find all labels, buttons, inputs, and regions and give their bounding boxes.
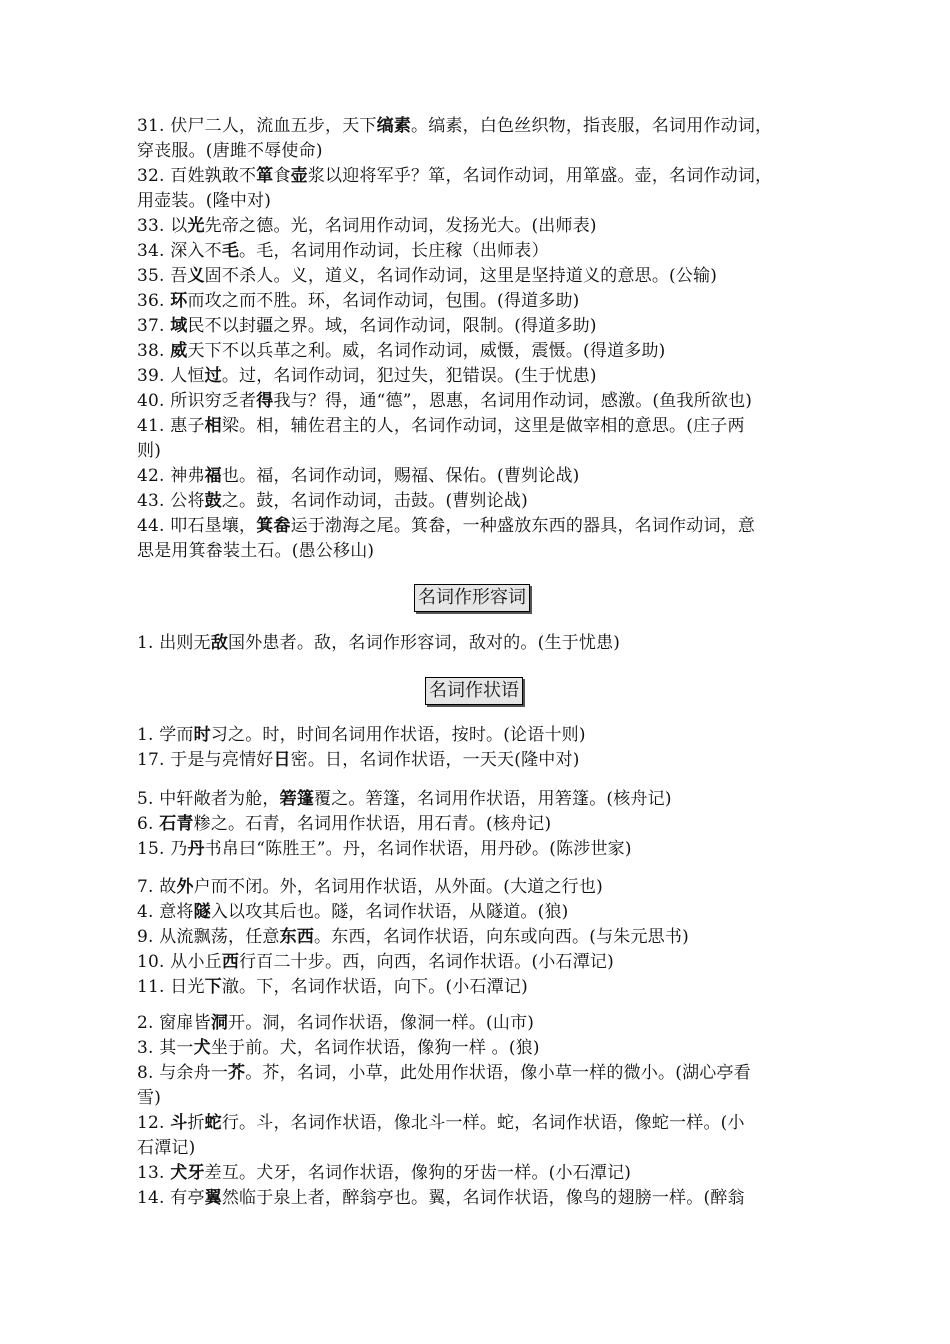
highlighted-word: 箕畚 bbox=[256, 516, 291, 536]
list-item-continuation: 则) bbox=[137, 441, 162, 461]
item-text: 4. 意将 bbox=[137, 902, 194, 922]
item-text: 6. bbox=[137, 814, 160, 834]
list-item bbox=[137, 1011, 817, 1036]
item-text: 。芥，名词，小草，此处用作状语，像小草一样的微小。(湖心亭看 bbox=[245, 1063, 751, 1083]
noun-as-adverbial-group-2 bbox=[137, 787, 817, 862]
list-item bbox=[137, 631, 817, 656]
item-text: 坐于前。犬，名词作状语，像狗一样 。(狼) bbox=[210, 1038, 540, 1058]
highlighted-word: 福 bbox=[204, 466, 222, 486]
noun-as-adverbial-group-4 bbox=[137, 1011, 817, 1211]
item-text: 2. 窗扉皆 bbox=[137, 1013, 211, 1033]
highlighted-word: 外 bbox=[176, 877, 194, 897]
noun-as-adverbial-group-1 bbox=[137, 723, 817, 773]
noun-as-verb-list bbox=[137, 114, 817, 564]
item-text: 固不杀人。义，道义，名词作动词，这里是坚持道义的意思。(公输) bbox=[204, 266, 718, 286]
highlighted-word: 时 bbox=[193, 725, 211, 745]
highlighted-word: 下 bbox=[204, 977, 222, 997]
highlighted-word: 西 bbox=[221, 952, 240, 972]
list-item bbox=[137, 114, 817, 139]
highlighted-word: 毛 bbox=[221, 241, 240, 261]
list-item bbox=[137, 875, 817, 900]
highlighted-word: 隧 bbox=[193, 902, 211, 922]
list-item bbox=[137, 1186, 817, 1211]
list-item bbox=[137, 723, 817, 748]
item-text: 7. 故 bbox=[137, 877, 177, 897]
item-text: 1. 出则无 bbox=[137, 633, 211, 653]
list-item bbox=[137, 514, 817, 539]
highlighted-word: 斗 bbox=[170, 1113, 188, 1133]
noun-as-adjective-list bbox=[137, 631, 817, 656]
item-text: 40. 所识穷乏者 bbox=[137, 391, 257, 411]
item-text: 39. 人恒 bbox=[137, 366, 205, 386]
section-heading-noun-as-adverbial: 名词作状语 bbox=[425, 677, 523, 705]
highlighted-word: 犬牙 bbox=[170, 1163, 205, 1183]
list-item bbox=[137, 1036, 817, 1061]
list-item bbox=[137, 975, 817, 1000]
item-text: 习之。时，时间名词用作状语，按时。(论语十则) bbox=[210, 725, 586, 745]
list-item bbox=[137, 289, 817, 314]
highlighted-word: 箪 bbox=[256, 166, 274, 186]
highlighted-word: 壶 bbox=[290, 166, 308, 186]
item-text: 食 bbox=[273, 166, 291, 186]
highlighted-word: 环 bbox=[170, 291, 188, 311]
list-item bbox=[137, 464, 817, 489]
list-item-continuation: 用壶装。(隆中对) bbox=[137, 191, 272, 211]
list-item bbox=[137, 1161, 817, 1186]
item-text: 43. 公将 bbox=[137, 491, 205, 511]
item-text: 3. 其一 bbox=[137, 1038, 194, 1058]
item-text: 运于渤海之尾。箕畚，一种盛放东西的器具，名词作动词，意 bbox=[290, 516, 756, 536]
list-item-continuation: 思是用箕畚装土石。(愚公移山) bbox=[137, 541, 375, 561]
highlighted-word: 过 bbox=[204, 366, 222, 386]
item-text: 33. 以 bbox=[137, 216, 188, 236]
item-text: 1. 学而 bbox=[137, 725, 194, 745]
highlighted-word: 东西 bbox=[279, 927, 315, 947]
item-text: 32. 百姓孰敢不 bbox=[137, 166, 257, 186]
highlighted-word: 光 bbox=[187, 216, 205, 236]
item-text: 澈。下，名词作状语，向下。(小石潭记) bbox=[221, 977, 528, 997]
list-item-continuation: 雪) bbox=[137, 1088, 162, 1108]
item-text: 民不以封疆之界。域，名词作动词，限制。(得道多助) bbox=[187, 316, 597, 336]
item-text: 。缟素，白色丝织物，指丧服，名词用作动词， bbox=[411, 116, 773, 136]
list-item bbox=[137, 489, 817, 514]
item-text: 17. 于是与亮情好 bbox=[137, 750, 274, 770]
item-text: 13. bbox=[137, 1163, 171, 1183]
item-text: 浆以迎将军乎？箪，名词作动词，用箪盛。壶，名词作动词， bbox=[307, 166, 773, 186]
item-text: 糁之。石青，名词用作状语，用石青。(核舟记) bbox=[193, 814, 552, 834]
item-text: 也。福，名词作动词，赐福、保佑。(曹刿论战) bbox=[221, 466, 580, 486]
item-text: 先帝之德。光，名词用作动词，发扬光大。(出师表) bbox=[204, 216, 597, 236]
item-text: 覆之。箬篷，名词用作状语，用箬篷。(核舟记) bbox=[314, 789, 672, 809]
list-item bbox=[137, 837, 817, 862]
item-text: 36. bbox=[137, 291, 171, 311]
list-item bbox=[137, 264, 817, 289]
highlighted-word: 相 bbox=[204, 416, 222, 436]
highlighted-word: 箬篷 bbox=[279, 789, 315, 809]
list-item bbox=[137, 214, 817, 239]
item-text: 行。斗，名词作状语，像北斗一样。蛇，名词作状语，像蛇一样。(小 bbox=[221, 1113, 745, 1133]
item-text: 8. 与余舟一 bbox=[137, 1063, 229, 1083]
list-item bbox=[137, 364, 817, 389]
highlighted-word: 芥 bbox=[228, 1063, 246, 1083]
highlighted-word: 敌 bbox=[210, 633, 229, 653]
item-text: 户而不闭。外，名词用作状语，从外面。(大道之行也) bbox=[193, 877, 603, 897]
item-text: 34. 深入不 bbox=[137, 241, 222, 261]
list-item bbox=[137, 950, 817, 975]
item-text: 9. 从流飘荡，任意 bbox=[137, 927, 280, 947]
highlighted-word: 威 bbox=[170, 341, 188, 361]
list-item-continuation: 穿丧服。(唐雎不辱使命) bbox=[137, 141, 323, 161]
item-text: 密。日，名词作状语，一天天(隆中对) bbox=[290, 750, 580, 770]
list-item bbox=[137, 389, 817, 414]
item-text: 42. 神弗 bbox=[137, 466, 205, 486]
item-text: 天下不以兵革之利。威，名词作动词，威慑，震慑。(得道多助) bbox=[187, 341, 666, 361]
item-text: 行百二十步。西，向西，名词作状语。(小石潭记) bbox=[239, 952, 614, 972]
item-text: 梁。相，辅佐君主的人，名词作动词，这里是做宰相的意思。(庄子两 bbox=[221, 416, 745, 436]
item-text: 差互。犬牙，名词作状语，像狗的牙齿一样。(小石潭记) bbox=[204, 1163, 632, 1183]
item-text: 我与？得，通“德”，恩惠，名词用作动词，感激。(鱼我所欲也) bbox=[273, 391, 753, 411]
highlighted-word: 义 bbox=[187, 266, 205, 286]
item-text: 38. bbox=[137, 341, 171, 361]
list-item bbox=[137, 164, 817, 189]
highlighted-word: 域 bbox=[170, 316, 188, 336]
item-text: 入以攻其后也。隧，名词作状语，从隧道。(狼) bbox=[210, 902, 569, 922]
item-text: 然临于泉上者，醉翁亭也。翼，名词作状语，像鸟的翅膀一样。(醉翁 bbox=[221, 1188, 745, 1208]
list-item bbox=[137, 339, 817, 364]
item-text: 折 bbox=[187, 1113, 205, 1133]
item-text: 。过，名词作动词，犯过失，犯错误。(生于忧患) bbox=[221, 366, 597, 386]
item-text: 41. 惠子 bbox=[137, 416, 205, 436]
highlighted-word: 洞 bbox=[210, 1013, 229, 1033]
item-text: 10. 从小丘 bbox=[137, 952, 222, 972]
highlighted-word: 得 bbox=[256, 391, 274, 411]
item-text: 44. 叩石垦壤， bbox=[137, 516, 257, 536]
list-item bbox=[137, 925, 817, 950]
item-text: 。毛，名词用作动词，长庄稼（出师表） bbox=[239, 241, 549, 261]
item-text: 11. 日光 bbox=[137, 977, 205, 997]
list-item bbox=[137, 239, 817, 264]
list-item bbox=[137, 414, 817, 439]
item-text: 之。鼓，名词作动词，击鼓。(曹刿论战) bbox=[221, 491, 528, 511]
item-text: 14. 有亭 bbox=[137, 1188, 205, 1208]
item-text: 。东西，名词作状语，向东或向西。(与朱元思书) bbox=[314, 927, 689, 947]
item-text: 国外患者。敌，名词作形容词，敌对的。(生于忧患) bbox=[228, 633, 621, 653]
highlighted-word: 石青 bbox=[159, 814, 194, 834]
item-text: 12. bbox=[137, 1113, 171, 1133]
list-item bbox=[137, 812, 817, 837]
list-item-continuation: 石潭记) bbox=[137, 1138, 196, 1158]
item-text: 5. 中轩敞者为舱， bbox=[137, 789, 280, 809]
list-item bbox=[137, 1061, 817, 1086]
noun-as-adverbial-group-3 bbox=[137, 875, 817, 1000]
section-heading-noun-as-adjective: 名词作形容词 bbox=[414, 584, 530, 612]
list-item bbox=[137, 1111, 817, 1136]
item-text: 书帛曰“陈胜王”。丹，名词作状语，用丹砂。(陈涉世家) bbox=[204, 839, 632, 859]
item-text: 31. 伏尸二人，流血五步，天下 bbox=[137, 116, 377, 136]
list-item bbox=[137, 787, 817, 812]
highlighted-word: 日 bbox=[273, 750, 291, 770]
item-text: 15. 乃 bbox=[137, 839, 188, 859]
highlighted-word: 蛇 bbox=[204, 1113, 222, 1133]
item-text: 37. bbox=[137, 316, 171, 336]
list-item bbox=[137, 748, 817, 773]
item-text: 35. 吾 bbox=[137, 266, 188, 286]
highlighted-word: 丹 bbox=[187, 839, 205, 859]
highlighted-word: 犬 bbox=[193, 1038, 211, 1058]
item-text: 而攻之而不胜。环，名词作动词，包围。(得道多助) bbox=[187, 291, 580, 311]
item-text: 开。洞，名词作状语，像洞一样。(山市) bbox=[228, 1013, 535, 1033]
highlighted-word: 鼓 bbox=[204, 491, 222, 511]
list-item bbox=[137, 900, 817, 925]
highlighted-word: 缟素 bbox=[376, 116, 412, 136]
highlighted-word: 翼 bbox=[204, 1188, 222, 1208]
list-item bbox=[137, 314, 817, 339]
